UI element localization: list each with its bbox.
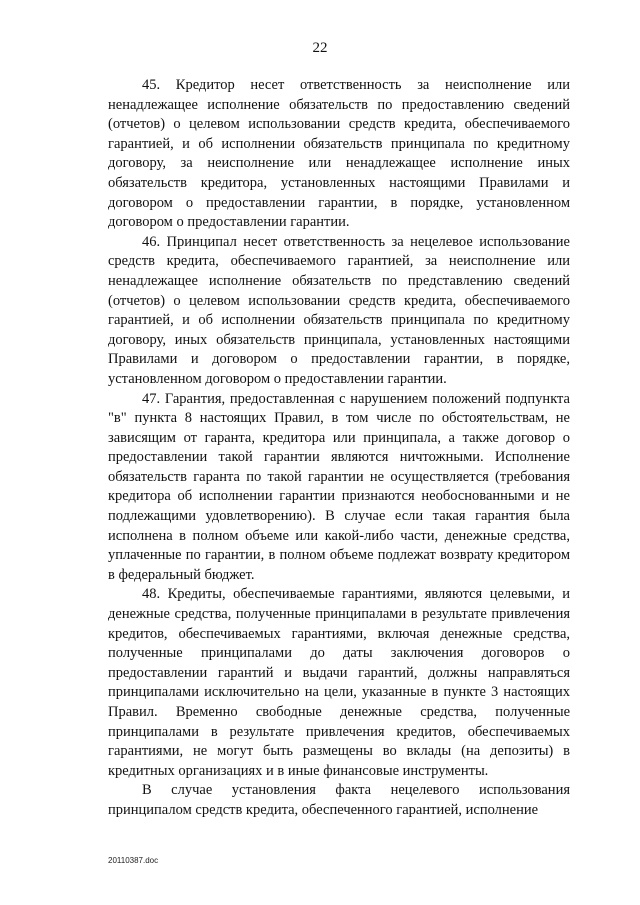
paragraph-continuation: В случае установления факта нецелевого использования принципалом средств кредита, обеспеченного гарантией, исполнение xyxy=(108,782,570,818)
footer-filename: 20110387.doc xyxy=(108,856,159,865)
document-body xyxy=(108,76,570,821)
paragraph-46: 46. Принципал несет ответственность за нецелевое использование средств кредита, обеспечиваемого гарантией, за неисполнение или ненадлежащее исполнение обязательств по представлению сведений (отчетов) о целевом использовании средств кредита, обеспечиваемого гарантией, и об исполнении обязательств принципала по кредитному договору, иных обязательств принципала, установленных настоящими Правилами и договором о предоставлении гарантии, в порядке, установленном договором о предоставлении гарантии. xyxy=(108,233,570,387)
paragraph-47: 47. Гарантия, предоставленная с нарушением положений подпункта "в" пункта 8 настоящих Правил, в том числе по обстоятельствам, не зависящим от гаранта, кредитора или принципала, а также договор о предоставлении такой гарантии являются ничтожными. Исполнение обязательств гаранта по такой гарантии не осуществляется (требования кредитора об исполнении гарантии признаются необоснованными и не подлежащими удовлетворению). В случае если такая гарантия была исполнена в полном объеме или какой-либо части, денежные средства, уплаченные по гарантии, в полном объеме подлежат возврату кредитором в федеральный бюджет. xyxy=(108,390,570,583)
page-number: 22 xyxy=(312,40,328,56)
paragraph-48: 48. Кредиты, обеспечиваемые гарантиями, являются целевыми, и денежные средства, полученные принципалами в результате привлечения кредитов, обеспечиваемых гарантиями, включая денежные средства, полученные принципалами до даты заключения договоров о предоставлении гарантий и выдачи гарантий, должны направляться принципалами исключительно на цели, указанные в пункте 3 настоящих Правил. Временно свободные денежные средства, полученные принципалами в результате привлечения кредитов, обеспечиваемых гарантиями, не могут быть размещены во вклады (на депозиты) в кредитных организациях и в иные финансовые инструменты. xyxy=(108,586,570,779)
paragraph-45: 45. Кредитор несет ответственность за неисполнение или ненадлежащее исполнение обязательств по предоставлению сведений (отчетов) о целевом использовании средств кредита, обеспечиваемого гарантией, и об исполнении обязательств принципала по кредитному договору, за неисполнение или ненадлежащее исполнение иных обязательств кредитора, установленных настоящими Правилами и договором о предоставлении гарантии, в порядке, установленном договором о предоставлении гарантии. xyxy=(108,77,570,231)
